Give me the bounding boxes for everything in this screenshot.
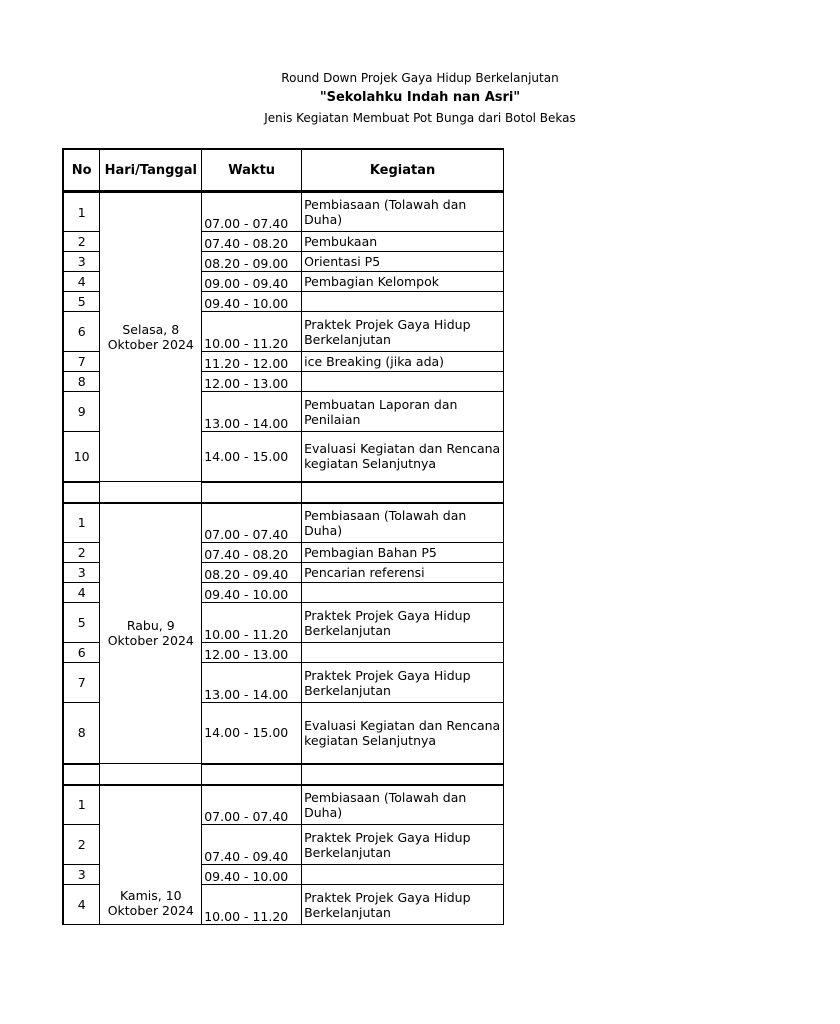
title-line-2: "Sekolahku Indah nan Asri" [319,90,521,105]
row-time: 07.00 - 07.40 [202,785,302,825]
row-time: 07.00 - 07.40 [202,503,302,543]
row-activity: Praktek Projek Gaya Hidup Berkelanjutan [302,312,504,352]
row-activity [302,292,504,312]
row-time: 07.40 - 08.20 [202,543,302,563]
row-number: 3 [63,252,100,272]
row-number: 2 [63,543,100,563]
spacer-cell [100,764,202,785]
row-time: 14.00 - 15.00 [202,703,302,764]
title-line-3: Jenis Kegiatan Membuat Pot Bunga dari Botol Bekas [264,111,576,125]
row-activity: Praktek Projek Gaya Hidup Berkelanjutan [302,885,504,925]
spacer-cell [63,482,100,503]
row-time: 07.00 - 07.40 [202,192,302,232]
row-time: 10.00 - 11.20 [202,603,302,643]
spacer-cell [63,764,100,785]
row-activity [302,583,504,603]
spacer-cell [202,482,302,503]
row-activity: Pencarian referensi [302,563,504,583]
row-activity: Praktek Projek Gaya Hidup Berkelanjutan [302,603,504,643]
column-header-date: Hari/Tanggal [100,149,202,192]
row-number: 4 [63,885,100,925]
row-number: 7 [63,352,100,372]
row-activity: Pembagian Bahan P5 [302,543,504,563]
row-number: 10 [63,432,100,482]
row-time: 09.40 - 10.00 [202,583,302,603]
row-activity [302,372,504,392]
row-time: 12.00 - 13.00 [202,643,302,663]
table-row [63,192,504,232]
row-activity [302,865,504,885]
day-date: Kamis, 10 Oktober 2024 [100,785,202,925]
row-number: 6 [63,643,100,663]
table-row [63,785,504,825]
spacer-cell [100,482,202,503]
row-time: 13.00 - 14.00 [202,663,302,703]
row-time: 14.00 - 15.00 [202,432,302,482]
row-time: 10.00 - 11.20 [202,312,302,352]
day-date: Selasa, 8 Oktober 2024 [100,192,202,482]
table-row [63,503,504,543]
row-number: 1 [63,503,100,543]
row-time: 12.00 - 13.00 [202,372,302,392]
row-number: 2 [63,232,100,252]
row-activity: Evaluasi Kegiatan dan Rencana kegiatan Selanjutnya [302,432,504,482]
row-number: 8 [63,703,100,764]
row-number: 5 [63,603,100,643]
row-number: 1 [63,192,100,232]
row-number: 7 [63,663,100,703]
row-activity [302,643,504,663]
row-activity: ice Breaking (jika ada) [302,352,504,372]
day-date: Rabu, 9 Oktober 2024 [100,503,202,764]
row-time: 09.40 - 10.00 [202,865,302,885]
row-time: 11.20 - 12.00 [202,352,302,372]
row-activity: Orientasi P5 [302,252,504,272]
row-number: 6 [63,312,100,352]
spacer-row [63,482,504,503]
row-number: 9 [63,392,100,432]
row-activity: Pembukaan [302,232,504,252]
row-activity: Pembiasaan (Tolawah dan Duha) [302,192,504,232]
row-activity: Pembuatan Laporan dan Penilaian [302,392,504,432]
row-number: 5 [63,292,100,312]
row-time: 07.40 - 09.40 [202,825,302,865]
row-time: 07.40 - 08.20 [202,232,302,252]
spacer-row [63,764,504,785]
row-time: 09.00 - 09.40 [202,272,302,292]
row-activity: Pembiasaan (Tolawah dan Duha) [302,785,504,825]
spacer-cell [302,482,504,503]
row-number: 3 [63,865,100,885]
schedule-table [62,148,504,925]
row-time: 08.20 - 09.40 [202,563,302,583]
column-header-activity: Kegiatan [302,149,504,192]
spacer-cell [302,764,504,785]
row-time: 13.00 - 14.00 [202,392,302,432]
column-header-time: Waktu [202,149,302,192]
title-line-1: Round Down Projek Gaya Hidup Berkelanjutan [281,71,559,85]
row-activity: Pembiasaan (Tolawah dan Duha) [302,503,504,543]
row-number: 2 [63,825,100,865]
row-time: 10.00 - 11.20 [202,885,302,925]
row-number: 8 [63,372,100,392]
row-number: 4 [63,583,100,603]
row-activity: Praktek Projek Gaya Hidup Berkelanjutan [302,663,504,703]
column-header-no: No [63,149,100,192]
row-time: 09.40 - 10.00 [202,292,302,312]
row-activity: Evaluasi Kegiatan dan Rencana kegiatan Selanjutnya [302,703,504,764]
spacer-cell [202,764,302,785]
row-number: 1 [63,785,100,825]
row-number: 3 [63,563,100,583]
row-number: 4 [63,272,100,292]
row-time: 08.20 - 09.00 [202,252,302,272]
row-activity: Praktek Projek Gaya Hidup Berkelanjutan [302,825,504,865]
row-activity: Pembagian Kelompok [302,272,504,292]
